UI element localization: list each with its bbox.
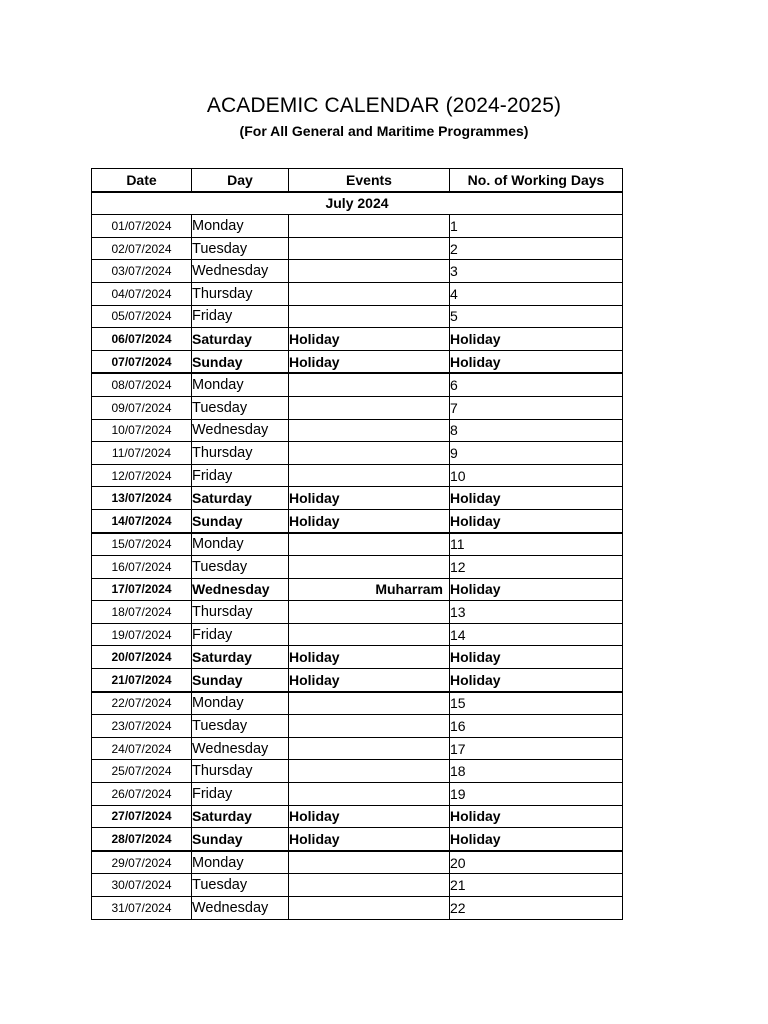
- date-cell: 02/07/2024: [92, 237, 192, 260]
- event-cell: [289, 623, 450, 646]
- header-date: Date: [92, 169, 192, 192]
- date-cell: 08/07/2024: [92, 373, 192, 396]
- day-cell: Tuesday: [192, 396, 289, 419]
- working-days-cell: 15: [450, 692, 623, 715]
- working-days-cell: Holiday: [450, 669, 623, 692]
- working-days-cell: 1: [450, 215, 623, 238]
- event-cell: [289, 260, 450, 283]
- table-row: [92, 646, 623, 669]
- working-days-cell: 7: [450, 396, 623, 419]
- day-cell: Wednesday: [192, 419, 289, 442]
- event-cell: [289, 601, 450, 624]
- table-row: [92, 533, 623, 556]
- header-day: Day: [192, 169, 289, 192]
- working-days-cell: 2: [450, 237, 623, 260]
- working-days-cell: 8: [450, 419, 623, 442]
- date-cell: 10/07/2024: [92, 419, 192, 442]
- working-days-cell: 6: [450, 373, 623, 396]
- date-cell: 31/07/2024: [92, 897, 192, 920]
- header-events: Events: [289, 169, 450, 192]
- date-cell: 27/07/2024: [92, 805, 192, 828]
- day-cell: Wednesday: [192, 260, 289, 283]
- date-cell: 13/07/2024: [92, 487, 192, 510]
- date-cell: 12/07/2024: [92, 464, 192, 487]
- date-cell: 20/07/2024: [92, 646, 192, 669]
- day-cell: Tuesday: [192, 715, 289, 738]
- event-cell: [289, 282, 450, 305]
- day-cell: Wednesday: [192, 897, 289, 920]
- table-row: [92, 419, 623, 442]
- event-cell: Holiday: [289, 828, 450, 851]
- day-cell: Saturday: [192, 328, 289, 351]
- calendar-table: [91, 168, 623, 920]
- working-days-cell: Holiday: [450, 805, 623, 828]
- working-days-cell: 10: [450, 464, 623, 487]
- date-cell: 29/07/2024: [92, 851, 192, 874]
- working-days-cell: 4: [450, 282, 623, 305]
- table-row: [92, 556, 623, 579]
- working-days-cell: 14: [450, 623, 623, 646]
- day-cell: Thursday: [192, 282, 289, 305]
- date-cell: 03/07/2024: [92, 260, 192, 283]
- date-cell: 05/07/2024: [92, 305, 192, 328]
- date-cell: 18/07/2024: [92, 601, 192, 624]
- date-cell: 17/07/2024: [92, 578, 192, 601]
- day-cell: Saturday: [192, 487, 289, 510]
- working-days-cell: 12: [450, 556, 623, 579]
- page-subtitle: (For All General and Maritime Programmes): [239, 123, 529, 139]
- event-cell: Holiday: [289, 350, 450, 373]
- table-row: [92, 373, 623, 396]
- table-row: [92, 464, 623, 487]
- day-cell: Saturday: [192, 805, 289, 828]
- date-cell: 22/07/2024: [92, 692, 192, 715]
- day-cell: Friday: [192, 783, 289, 806]
- event-cell: [289, 533, 450, 556]
- day-cell: Tuesday: [192, 237, 289, 260]
- date-cell: 26/07/2024: [92, 783, 192, 806]
- day-cell: Monday: [192, 692, 289, 715]
- day-cell: Thursday: [192, 601, 289, 624]
- table-row: [92, 260, 623, 283]
- date-cell: 15/07/2024: [92, 533, 192, 556]
- day-cell: Monday: [192, 215, 289, 238]
- table-row: [92, 805, 623, 828]
- working-days-cell: Holiday: [450, 328, 623, 351]
- table-row: [92, 828, 623, 851]
- event-cell: [289, 237, 450, 260]
- event-cell: [289, 760, 450, 783]
- date-cell: 19/07/2024: [92, 623, 192, 646]
- working-days-cell: 16: [450, 715, 623, 738]
- working-days-cell: 9: [450, 442, 623, 465]
- table-row: [92, 783, 623, 806]
- event-cell: Holiday: [289, 328, 450, 351]
- event-cell: [289, 851, 450, 874]
- working-days-cell: Holiday: [450, 487, 623, 510]
- month-row: [92, 192, 623, 215]
- working-days-cell: 3: [450, 260, 623, 283]
- date-cell: 16/07/2024: [92, 556, 192, 579]
- day-cell: Sunday: [192, 669, 289, 692]
- working-days-cell: Holiday: [450, 350, 623, 373]
- working-days-cell: 5: [450, 305, 623, 328]
- date-cell: 09/07/2024: [92, 396, 192, 419]
- calendar-body: [92, 192, 623, 920]
- table-row: [92, 282, 623, 305]
- event-cell: Holiday: [289, 669, 450, 692]
- working-days-cell: 22: [450, 897, 623, 920]
- day-cell: Tuesday: [192, 874, 289, 897]
- table-row: [92, 442, 623, 465]
- day-cell: Monday: [192, 533, 289, 556]
- event-cell: [289, 692, 450, 715]
- date-cell: 28/07/2024: [92, 828, 192, 851]
- table-row: [92, 350, 623, 373]
- event-cell: [289, 715, 450, 738]
- date-cell: 07/07/2024: [92, 350, 192, 373]
- event-cell: [289, 897, 450, 920]
- date-cell: 30/07/2024: [92, 874, 192, 897]
- month-label: July 2024: [92, 192, 623, 215]
- header-working-days: No. of Working Days: [450, 169, 623, 192]
- working-days-cell: Holiday: [450, 828, 623, 851]
- table-row: [92, 874, 623, 897]
- table-row: [92, 715, 623, 738]
- working-days-cell: Holiday: [450, 578, 623, 601]
- date-cell: 11/07/2024: [92, 442, 192, 465]
- working-days-cell: 21: [450, 874, 623, 897]
- table-row: [92, 215, 623, 238]
- working-days-cell: 20: [450, 851, 623, 874]
- header-row: [92, 169, 623, 192]
- day-cell: Monday: [192, 373, 289, 396]
- table-row: [92, 760, 623, 783]
- table-row: [92, 487, 623, 510]
- day-cell: Friday: [192, 464, 289, 487]
- event-cell: [289, 373, 450, 396]
- day-cell: Friday: [192, 305, 289, 328]
- working-days-cell: 19: [450, 783, 623, 806]
- day-cell: Saturday: [192, 646, 289, 669]
- day-cell: Thursday: [192, 442, 289, 465]
- table-row: [92, 669, 623, 692]
- table-row: [92, 328, 623, 351]
- working-days-cell: Holiday: [450, 646, 623, 669]
- table-row: [92, 578, 623, 601]
- day-cell: Wednesday: [192, 578, 289, 601]
- table-row: [92, 737, 623, 760]
- date-cell: 04/07/2024: [92, 282, 192, 305]
- table-row: [92, 897, 623, 920]
- working-days-cell: 13: [450, 601, 623, 624]
- table-row: [92, 601, 623, 624]
- day-cell: Sunday: [192, 828, 289, 851]
- event-cell: Holiday: [289, 487, 450, 510]
- day-cell: Thursday: [192, 760, 289, 783]
- working-days-cell: 11: [450, 533, 623, 556]
- table-row: [92, 623, 623, 646]
- event-cell: Holiday: [289, 509, 450, 532]
- day-cell: Monday: [192, 851, 289, 874]
- table-row: [92, 851, 623, 874]
- day-cell: Wednesday: [192, 737, 289, 760]
- working-days-cell: Holiday: [450, 509, 623, 532]
- event-cell: [289, 215, 450, 238]
- date-cell: 06/07/2024: [92, 328, 192, 351]
- table-row: [92, 692, 623, 715]
- page-title: ACADEMIC CALENDAR (2024-2025): [206, 94, 562, 117]
- event-cell: [289, 464, 450, 487]
- event-cell: [289, 442, 450, 465]
- event-cell: [289, 783, 450, 806]
- event-cell: Holiday: [289, 646, 450, 669]
- date-cell: 24/07/2024: [92, 737, 192, 760]
- day-cell: Sunday: [192, 509, 289, 532]
- date-cell: 14/07/2024: [92, 509, 192, 532]
- event-cell: Holiday: [289, 805, 450, 828]
- table-row: [92, 305, 623, 328]
- working-days-cell: 17: [450, 737, 623, 760]
- event-cell: [289, 874, 450, 897]
- event-cell: [289, 396, 450, 419]
- date-cell: 01/07/2024: [92, 215, 192, 238]
- table-row: [92, 237, 623, 260]
- day-cell: Friday: [192, 623, 289, 646]
- event-cell: [289, 419, 450, 442]
- working-days-cell: 18: [450, 760, 623, 783]
- date-cell: 21/07/2024: [92, 669, 192, 692]
- day-cell: Tuesday: [192, 556, 289, 579]
- table-row: [92, 509, 623, 532]
- table-row: [92, 396, 623, 419]
- event-cell: Muharram: [289, 578, 450, 601]
- event-cell: [289, 737, 450, 760]
- day-cell: Sunday: [192, 350, 289, 373]
- date-cell: 23/07/2024: [92, 715, 192, 738]
- event-cell: [289, 305, 450, 328]
- event-cell: [289, 556, 450, 579]
- date-cell: 25/07/2024: [92, 760, 192, 783]
